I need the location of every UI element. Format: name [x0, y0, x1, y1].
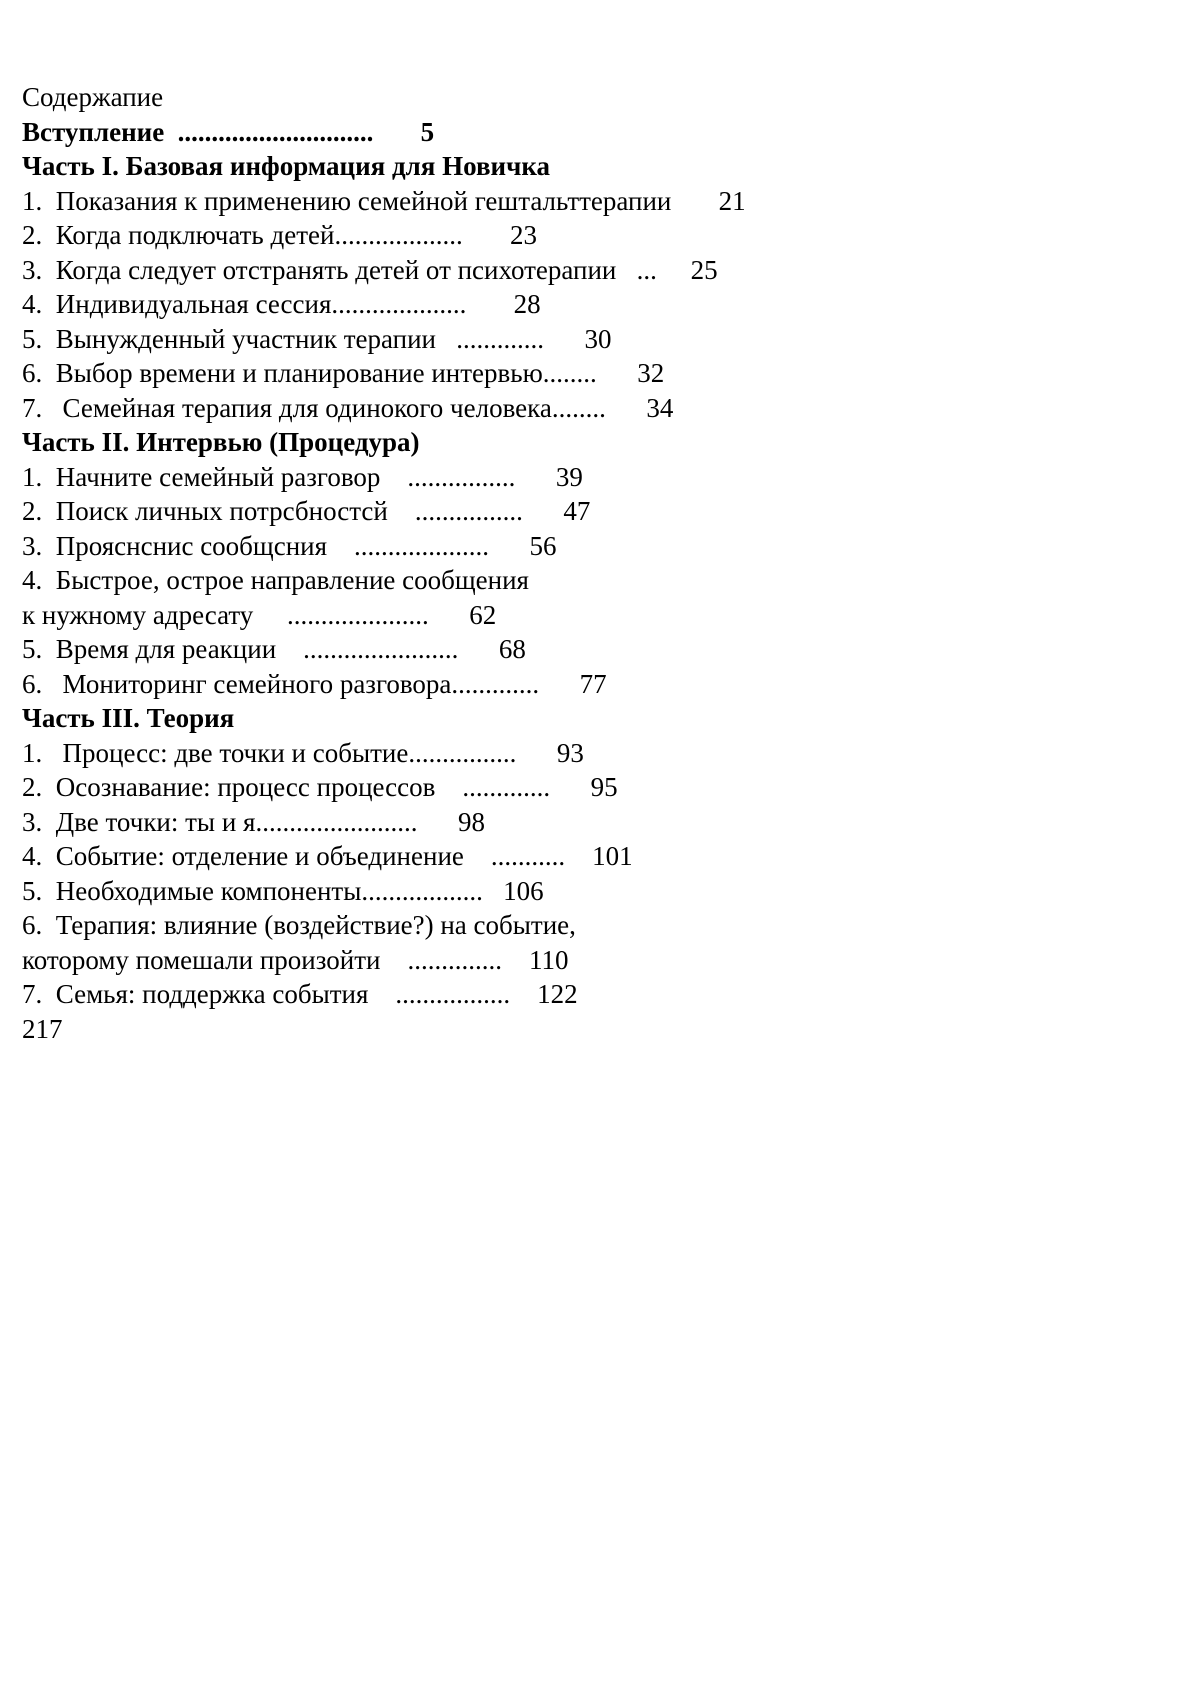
list-item: 7. Семья: поддержка события ................. 122: [22, 977, 1172, 1012]
list-item: 5. Время для реакции ....................... 68: [22, 632, 1172, 667]
page-number: 217: [22, 1012, 1172, 1047]
toc-title: Содержапие: [22, 80, 1172, 115]
list-item: к нужному адресату ..................... 62: [22, 598, 1172, 633]
part1-heading: Часть I. Базовая информация для Новичка: [22, 149, 1172, 184]
list-item: 4. Индивидуальная сессия.................... 28: [22, 287, 1172, 322]
list-item: 5. Необходимые компоненты.................. 106: [22, 874, 1172, 909]
list-item: которому помешали произойти .............. 110: [22, 943, 1172, 978]
list-item: 1. Показания к применению семейной гештальттерапии 21: [22, 184, 1172, 219]
list-item: 2. Когда подключать детей................... 23: [22, 218, 1172, 253]
part2-heading: Часть II. Интервью (Процедура): [22, 425, 1172, 460]
part3-heading: Часть III. Теория: [22, 701, 1172, 736]
list-item: 7. Семейная терапия для одинокого человека........ 34: [22, 391, 1172, 426]
list-item: 2. Осознавание: процесс процессов ............. 95: [22, 770, 1172, 805]
list-item: 5. Вынужденный участник терапии ............. 30: [22, 322, 1172, 357]
list-item: 6. Выбор времени и планирование интервью........ 32: [22, 356, 1172, 391]
list-item: 6. Терапия: влияние (воздействие?) на событие,: [22, 908, 1172, 943]
list-item: 4. Событие: отделение и объединение ........... 101: [22, 839, 1172, 874]
list-item: 3. Прояснснис сообщсния .................... 56: [22, 529, 1172, 564]
list-item: 1. Процесс: две точки и событие................ 93: [22, 736, 1172, 771]
list-item: 2. Поиск личных потрсбностсй ................ 47: [22, 494, 1172, 529]
table-of-contents: [22, 80, 1172, 1046]
list-item: 6. Мониторинг семейного разговора............. 77: [22, 667, 1172, 702]
list-item: 1. Начните семейный разговор ................ 39: [22, 460, 1172, 495]
list-item: 3. Когда следует отстранять детей от психотерапии ... 25: [22, 253, 1172, 288]
toc-intro: Вступление ............................. 5: [22, 115, 1172, 150]
list-item: 3. Две точки: ты и я........................ 98: [22, 805, 1172, 840]
list-item: 4. Быстрое, острое направление сообщения: [22, 563, 1172, 598]
